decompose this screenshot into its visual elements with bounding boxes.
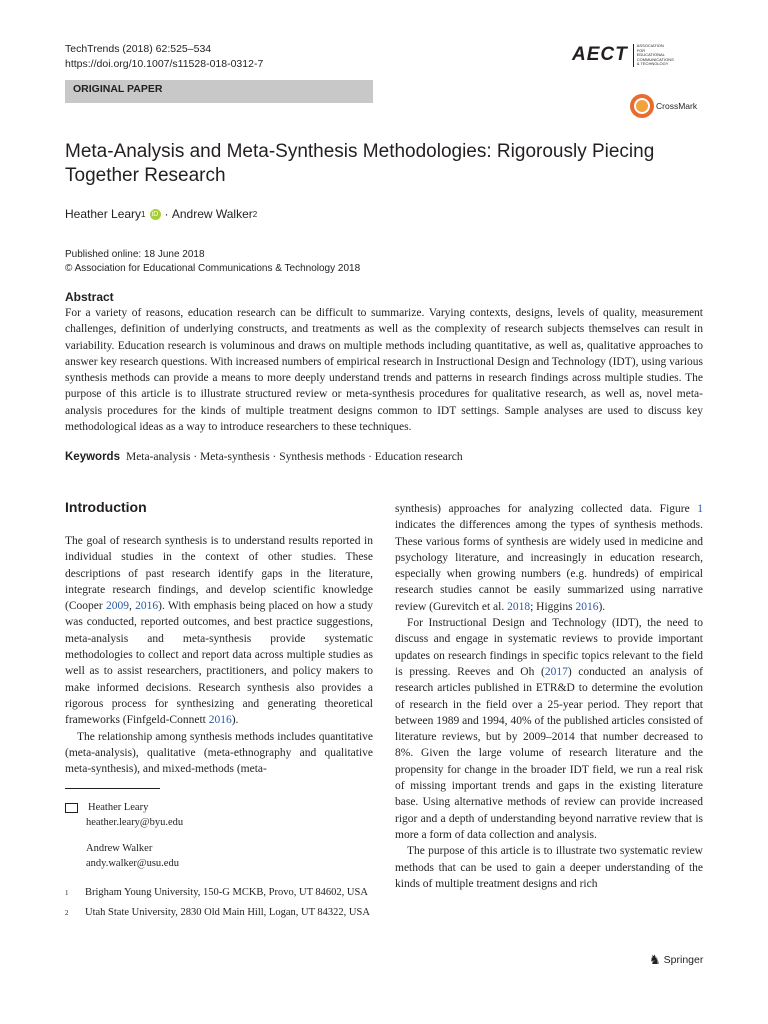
publisher-logo xyxy=(572,44,673,67)
aect-logo-subtext: ASSOCIATION FOR EDUCATIONAL COMMUNICATIONS & TECHNOLOGY xyxy=(633,44,673,67)
email-link[interactable]: heather.leary@byu.edu xyxy=(86,816,184,828)
affiliation: 2 Utah State University, 2830 Old Main Hill, Logan, UT 84322, USA xyxy=(65,907,370,918)
doi-link[interactable]: https://doi.org/10.1007/s11528-018-0312-7 xyxy=(65,58,264,70)
abstract-heading: Abstract xyxy=(65,290,114,304)
crossmark-badge[interactable] xyxy=(630,94,697,118)
aect-logo-text: AECT xyxy=(572,44,628,66)
citation-link[interactable]: 2016 xyxy=(135,600,159,613)
email-link[interactable]: andy.walker@usu.edu xyxy=(86,857,179,869)
article-type-banner: ORIGINAL PAPER xyxy=(65,80,373,103)
crossmark-icon xyxy=(630,94,654,118)
affiliation-marker: 1 xyxy=(141,209,146,219)
abstract-text: For a variety of reasons, education research can be difficult to summarize. Varying contexts, designs, levels of quality, measurement challenges, definition of underlying constructs, and treatments as well as the complexity of research subjects themselves can result in variability. Education research is voluminous and draws on multiple methods including quantitative, as well as, qualitative approaches to answer key research questions. With increased numbers of empirical research in Instructional Design and Technology (IDT), using various synthesis methods can provide a means to more deeply understand trends and patterns in research findings across multiple studies. The purpose of this article is to illustrate structured review or meta-synthesis procedures for qualitative research, as well as, novel meta-analysis procedures for the kinds of multiple treatment designs common to IDT settings. Sample analyses are used to discuss key methodological ideas as a way to introduce researchers to these techniques. xyxy=(65,307,703,434)
orcid-icon[interactable]: iD xyxy=(150,209,161,220)
left-column xyxy=(65,533,373,777)
journal-info xyxy=(65,42,263,72)
springer-logo xyxy=(649,952,703,968)
springer-horse-icon: ♞ xyxy=(649,952,661,967)
paragraph: For Instructional Design and Technology (IDT), the need to discuss and engage in systematic reviews to provide important updates on research findings in specific topics relevant to the field is pressing. Reeves and Oh (2017) conducted an analysis of research articles published in ETR&D to determine the evolution of research in the field over a 25-year period. They report that between 1989 and 1994, 40% of the published articles consisted of literature reviews, but by 2009–2014 that number decreased to 8%. Given the large volume of research literature and the propensity for change in the broader IDT field, we run a real risk of missing important trends and gaps in the existing literature base. Using alternative methods of review can provide increased rigor and a depth of understanding beyond narrative review that is more a form of data collection and analysis. xyxy=(395,617,703,841)
journal-citation: TechTrends (2018) 62:525–534 xyxy=(65,43,212,55)
paragraph: The goal of research synthesis is to understand results reported in individual studies in the context of other studies. These descriptions of past research identify gaps in the literature, integrate research findings, and develop scientific knowledge (Cooper 2009, 2016). With emphasis being placed on how a study was conducted, reported outcomes, and best practice suggestions, meta-analysis and meta-synthesis provide systematic methodologies to collect and report data across multiple studies as well as to assist researchers, practitioners, and policy makers to make informed decisions. Research synthesis also provides a rigorous process for synthesizing and generating theoretical frameworks (Finfgeld-Connett 2016). xyxy=(65,535,374,727)
copyright-text: Association for Educational Communications & Technology 2018 xyxy=(74,262,361,274)
keywords-label: Keywords xyxy=(65,451,120,463)
affiliation: 1 Brigham Young University, 150-G MCKB, Provo, UT 84602, USA xyxy=(65,887,368,898)
keywords xyxy=(65,451,463,463)
citation-link[interactable]: 2016 xyxy=(208,714,232,727)
citation-link[interactable]: 2017 xyxy=(544,665,568,678)
figure-link[interactable]: 1 xyxy=(697,503,703,515)
section-heading: Introduction xyxy=(65,499,147,515)
publication-info xyxy=(65,248,360,275)
mail-icon xyxy=(65,803,78,813)
right-column xyxy=(395,501,703,892)
correspondence xyxy=(65,801,183,871)
footnote-divider xyxy=(65,788,160,789)
correspondence-author1: Heather Leary xyxy=(65,801,183,816)
author-name[interactable]: Andrew Walker xyxy=(171,207,253,221)
citation-link[interactable]: 2016 xyxy=(575,600,599,613)
copyright-icon: © xyxy=(65,262,73,274)
correspondence-author2: Andrew Walker xyxy=(86,843,153,854)
article-title: Meta-Analysis and Meta-Synthesis Methodologies: Rigorously Piecing Together Research xyxy=(65,141,655,186)
author-separator: · xyxy=(164,207,169,221)
paragraph: synthesis) approaches for analyzing collected data. Figure 1 indicates the differences among the types of synthesis methods. These various forms of synthesis are widely used in medicine and psychology literature, and increasingly in education research, especially when growing numbers (e.g. hundreds) of empirical research studies cannot be easily summarized using narrative review (Gurevitch et al. 2018; Higgins 2016). xyxy=(395,503,703,613)
author-list xyxy=(65,207,257,221)
author-name[interactable]: Heather Leary xyxy=(65,207,142,221)
keywords-list: Meta-analysis · Meta-synthesis · Synthesis methods · Education research xyxy=(125,451,463,463)
affiliation-marker: 2 xyxy=(252,209,258,219)
paragraph: The purpose of this article is to illustrate two systematic review methods that can be used to gain a deeper understanding of the kinds of multiple treatment designs and rich xyxy=(395,845,703,890)
crossmark-label: CrossMark xyxy=(656,101,698,111)
springer-label: Springer xyxy=(663,954,704,966)
published-date: Published online: 18 June 2018 xyxy=(65,249,205,260)
citation-link[interactable]: 2018 xyxy=(507,600,531,613)
paragraph: The relationship among synthesis methods includes quantitative (meta-analysis), qualitative (meta-ethnography and qualitative meta-synthesis), and mixed-methods (meta- xyxy=(65,730,373,776)
copyright-line xyxy=(65,262,360,276)
citation-link[interactable]: 2009 xyxy=(105,600,129,613)
